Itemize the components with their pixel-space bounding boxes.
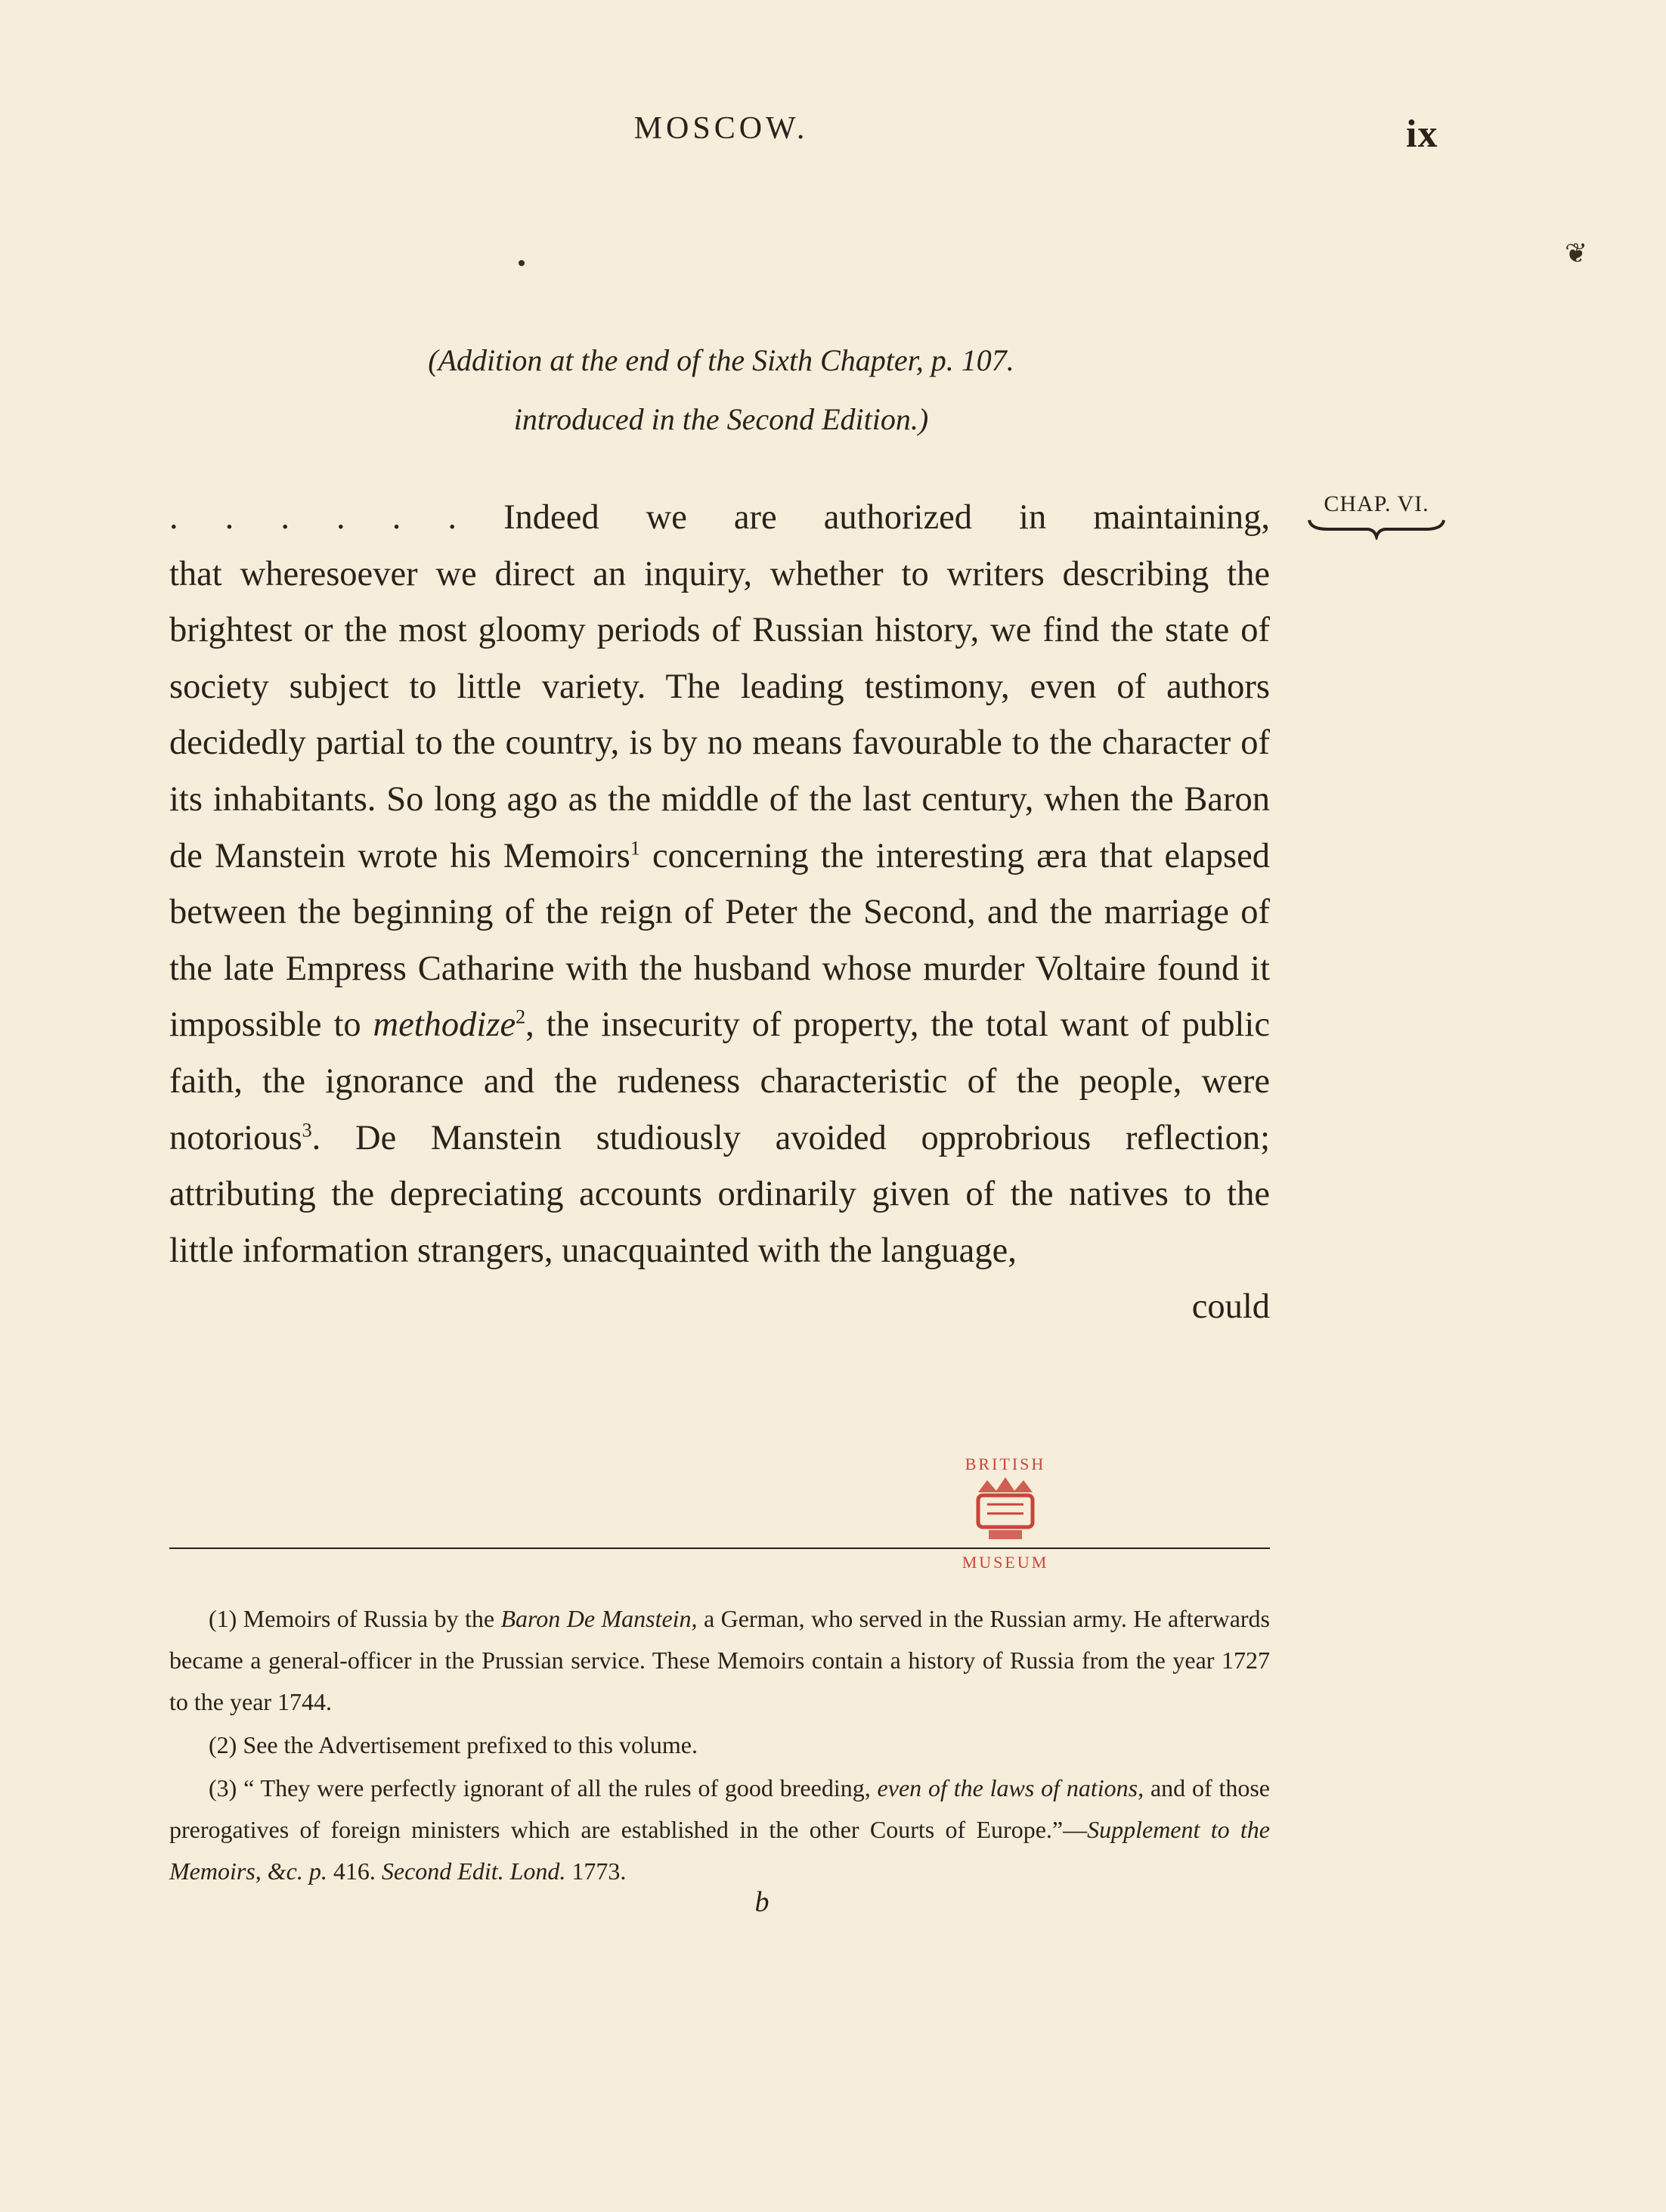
emphasized-word: methodize — [373, 1005, 516, 1045]
footnote-text: a German, who served in the Russian army. He afterwards became a general-officer in the Prussian service. These Memoirs contain a history of Russia from the year 1727 to the year 1744. — [169, 1605, 1270, 1715]
footnote-italic: Baron De Manstein, — [500, 1605, 698, 1632]
footnote-text: (3) “ They were perfectly ignorant of all the rules of good breeding, — [209, 1774, 878, 1802]
stamp-top-text: BRITISH — [965, 1455, 1046, 1473]
running-head: MOSCOW. — [633, 111, 809, 146]
library-stamp-icon — [945, 1450, 1066, 1585]
footnote-italic: even of the laws of nations, — [877, 1774, 1144, 1802]
margin-chapter-note — [1305, 491, 1448, 544]
body-text — [169, 490, 1270, 1336]
footnotes — [169, 1598, 1270, 1894]
footnote-reference: 2 — [516, 1005, 526, 1028]
body-text-segment: . De Manstein studiously avoided opprobrious reflection; attributing the depreciating accounts ordinarily given of the natives to the little information strangers, unacquainted with the language, — [169, 1118, 1270, 1270]
footnote-text: 1773. — [565, 1857, 627, 1885]
addition-note-line-2: introduced in the Second Edition.) — [513, 402, 929, 436]
body-text-segment: that wheresoever we direct an inquiry, whether to writers describing the brightest or the most gloomy periods of Russian history, we find the state of society subject to little variety. The leading testimony, even of authors decidedly partial to the country, is by no means favourable to the character of its inhabitants. So long ago as the middle of the last century, when the Baron de Manstein wrote his Memoirs — [169, 554, 1270, 875]
addition-note — [0, 331, 1442, 449]
footnote-rule — [169, 1547, 1270, 1549]
footnote-italic: Supplement to the Memoirs, &c. p. — [169, 1816, 1270, 1885]
body-paragraph — [169, 547, 1270, 1280]
body-text-segment: concerning the interesting æra that elapsed between the beginning of the reign of Peter the Second, and the marriage of the late Empress Catharine with the husband whose murder Voltaire found it impossible to — [169, 836, 1270, 1045]
footnote-2: (2) See the Advertisement prefixed to this volume. — [209, 1731, 698, 1758]
footnote-text: (1) Memoirs of Russia by the — [209, 1605, 501, 1632]
footnote-text: and of those prerogatives of foreign ministers which are established in the other Courts of Europe.”— — [169, 1774, 1271, 1843]
addition-note-line-1: (Addition at the end of the Sixth Chapter, p. 107. — [428, 343, 1014, 377]
stamp-bottom-text: MUSEUM — [962, 1553, 1049, 1572]
footnote-reference: 1 — [630, 837, 640, 860]
footnote-italic: Second Edit. Lond. — [381, 1857, 566, 1885]
footnote-3 — [169, 1767, 1270, 1892]
printer-ornament-icon: ❦ — [1565, 238, 1588, 268]
signature-mark: b — [754, 1886, 770, 1918]
catchword: could — [1191, 1287, 1270, 1327]
footnote-1 — [169, 1598, 1270, 1723]
page-number: ix — [1406, 113, 1438, 156]
chapter-label: CHAP. VI. — [1324, 491, 1429, 516]
body-text-segment: , the insecurity of property, the total want of public faith, the ignorance and the rudeness characteristic of the people, were notorious — [169, 1005, 1270, 1157]
footnote-text: 416. — [327, 1857, 382, 1885]
body-opening-line: . . . . . . Indeed we are authorized in maintaining, — [169, 498, 1270, 537]
ink-speck — [519, 260, 525, 266]
footnote-reference: 3 — [302, 1119, 312, 1142]
brace-icon — [1305, 517, 1448, 540]
